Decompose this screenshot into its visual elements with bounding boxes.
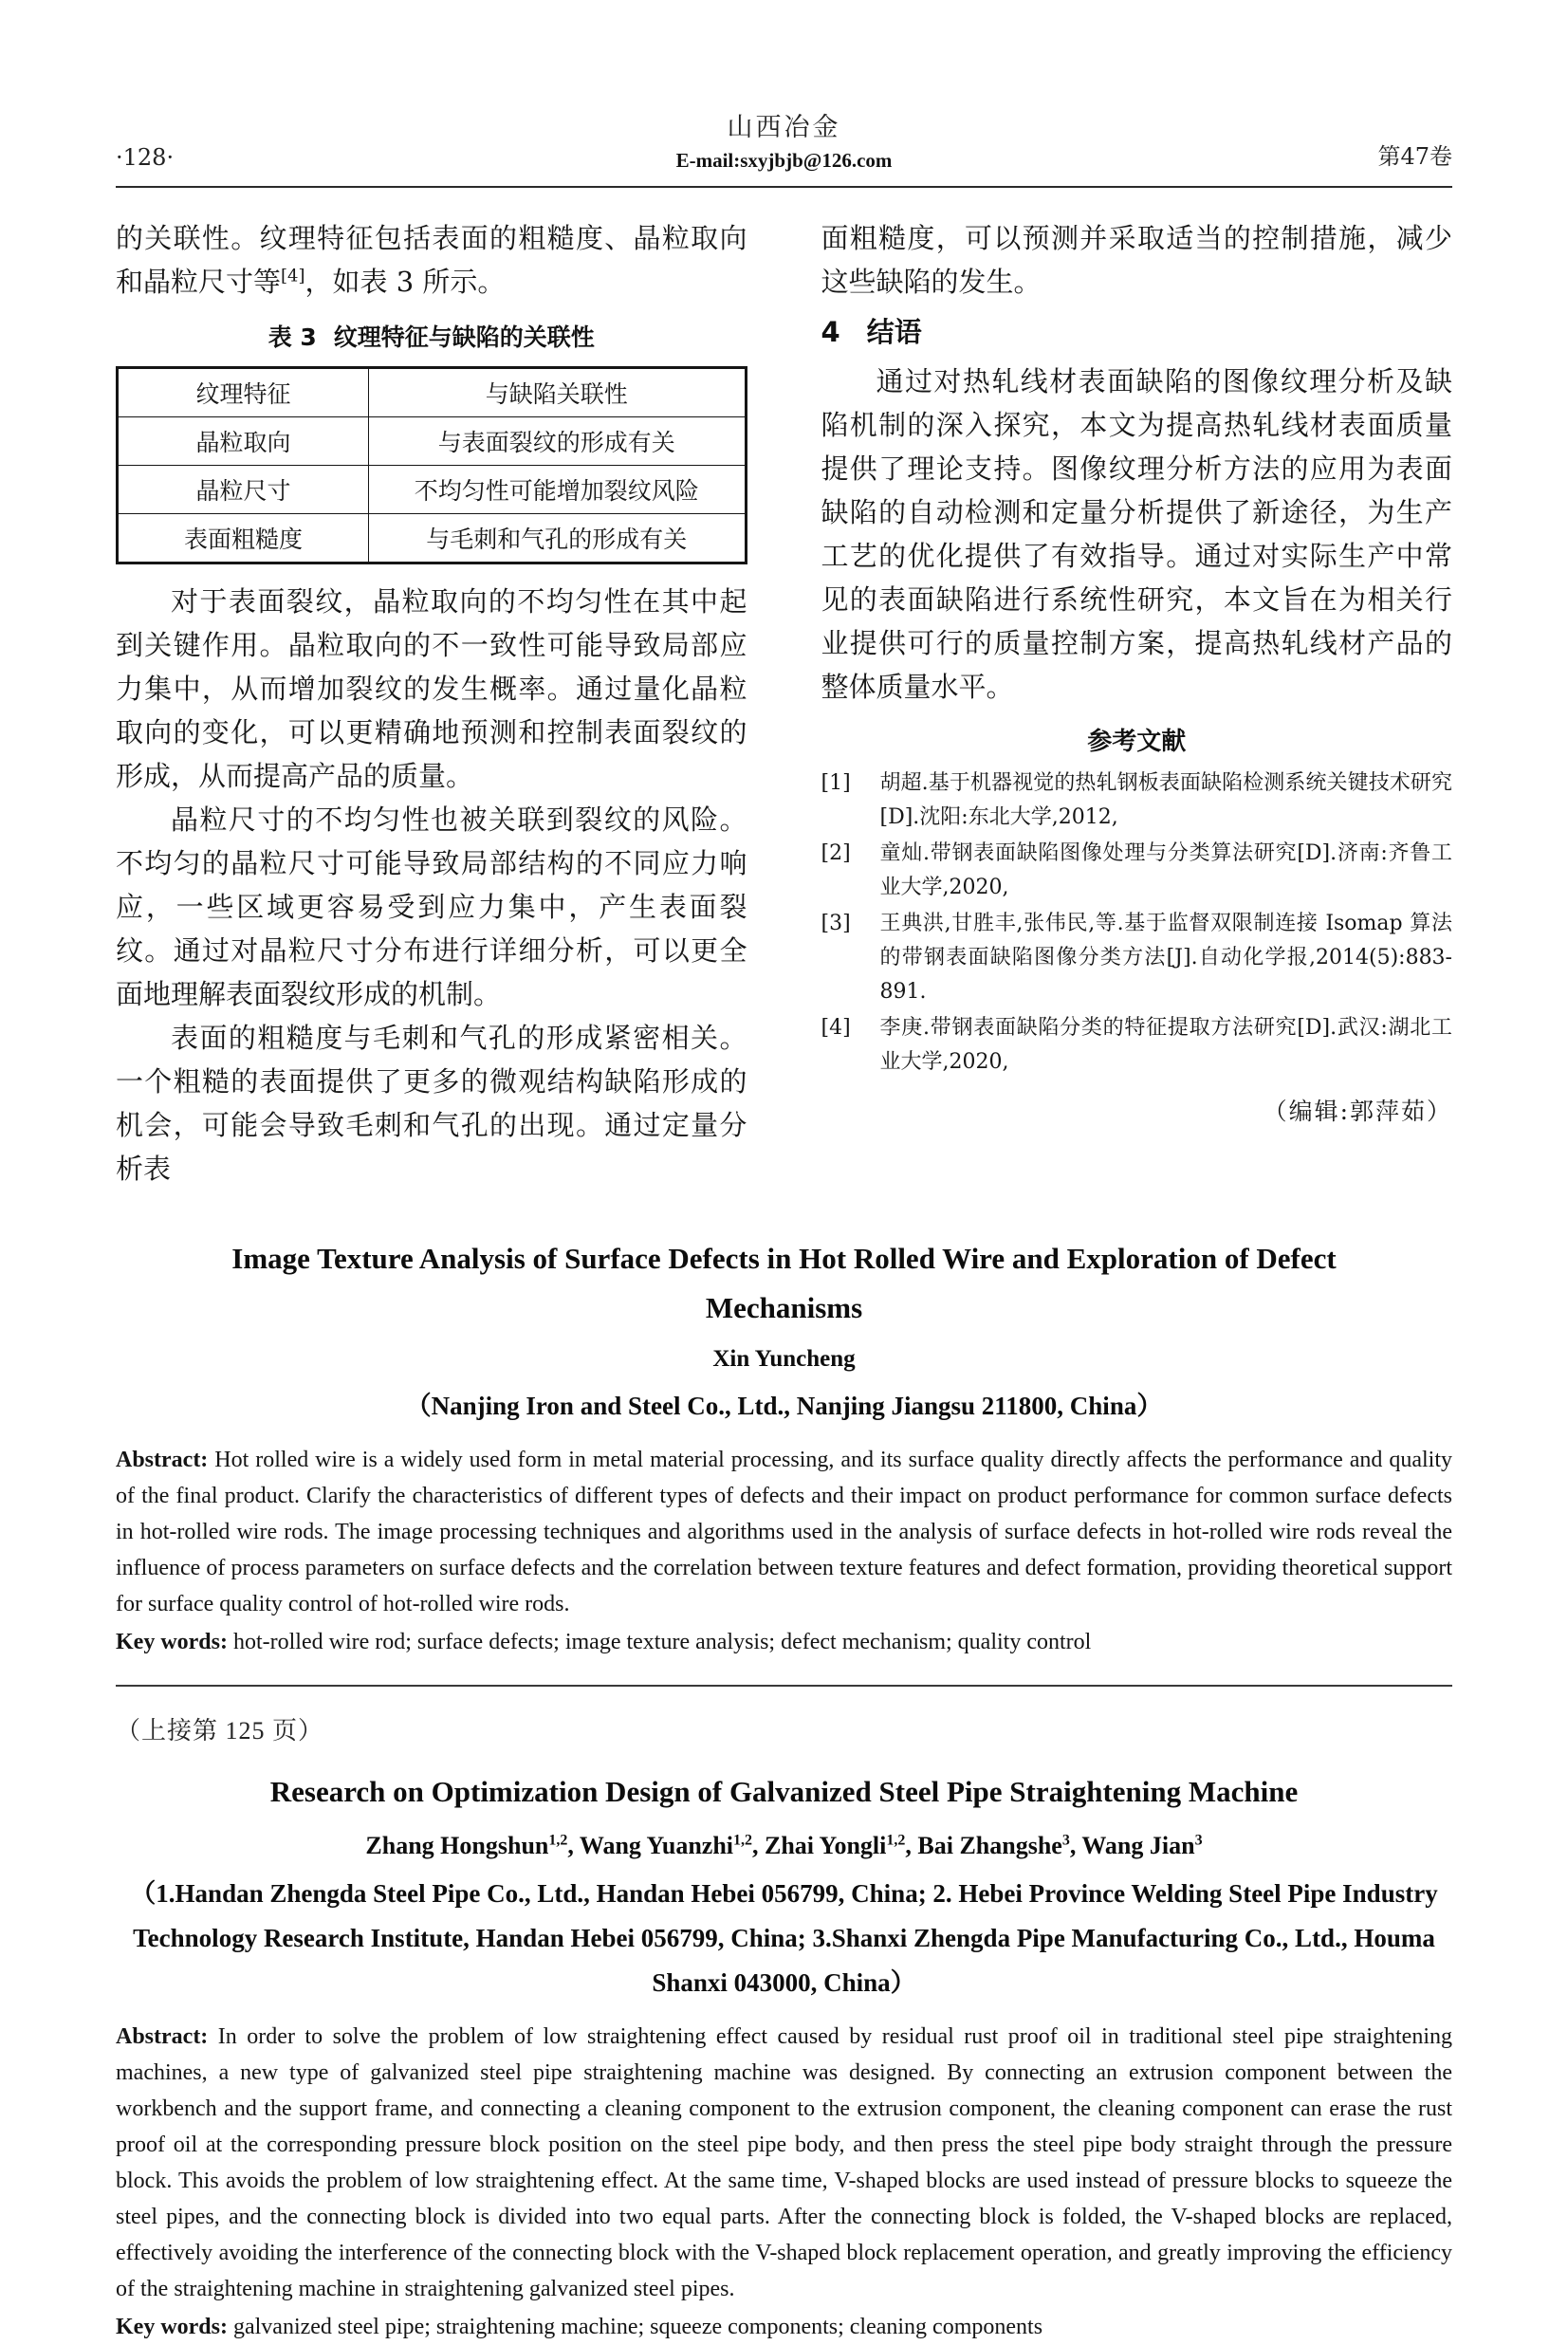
article1-title: Image Texture Analysis of Surface Defects in Hot Rolled Wire and Exploration of Defect Mechanisms	[231, 1242, 1337, 1324]
reference-text: 王典洪,甘胜丰,张伟民,等.基于监督双限制连接 Isomap 算法的带钢表面缺陷图像分类方法[J].自动化学报,2014(5):883-891.	[879, 912, 1452, 1004]
keywords-text: hot-rolled wire rod; surface defects; image texture analysis; defect mechanism; quality control	[227, 1630, 1092, 1654]
reference-item	[821, 837, 1453, 905]
author-affil-superscript: 1,2	[733, 1832, 752, 1849]
journal-name: 山西冶金	[727, 113, 841, 142]
author-separator: ,	[567, 1832, 580, 1859]
article1-abstract	[116, 1442, 1452, 1622]
left-column	[116, 216, 747, 1191]
article2-affiliation: （1.Handan Zhengda Steel Pipe Co., Ltd., Handan Hebei 056799, China; 2. Hebei Province Welding Steel Pipe Industry Technology Research Institute, Handan Hebei 056799, China; 3.Shanxi Zhengda Pipe Manufacturing Co., Ltd., Houma Shanxi 043000, China）	[130, 1879, 1438, 1997]
texture-defect-table	[116, 366, 747, 564]
table-cell: 与表面裂纹的形成有关	[369, 417, 747, 466]
reference-number: [4]	[821, 1016, 851, 1040]
table-cell: 表面粗糙度	[118, 514, 369, 563]
table-cell: 晶粒取向	[118, 417, 369, 466]
abstract-label: Abstract:	[116, 2024, 209, 2049]
paragraph-texture-features	[116, 216, 747, 304]
section-title: 结语	[866, 316, 922, 348]
article1-author: Xin Yuncheng	[712, 1346, 856, 1372]
reference-text: 李庚.带钢表面缺陷分类的特征提取方法研究[D].武汉:湖北工业大学,2020,	[879, 1016, 1452, 1074]
table-row	[118, 417, 747, 466]
keywords-text: galvanized steel pipe; straightening machine; squeeze components; cleaning components	[227, 2315, 1043, 2339]
paragraph-grain-size: 晶粒尺寸的不均匀性也被关联到裂纹的风险。不均匀的晶粒尺寸可能导致局部结构的不同应力响应，一些区域更容易受到应力集中，产生表面裂纹。通过对晶粒尺寸分布进行详细分析，可以更全面地理解表面裂纹形成的机制。	[116, 803, 747, 1010]
references-heading: 参考文献	[1087, 728, 1187, 756]
editor-credit: （编辑:郭萍茹）	[1263, 1098, 1452, 1125]
table-caption-text: 纹理特征与缺陷的关联性	[333, 323, 595, 351]
abstract-text: In order to solve the problem of low straightening effect caused by residual rust proof oil in traditional steel pipe straightening machines, a new type of galvanized steel pipe straightening machine was designed. By connecting an extrusion component between the workbench and the support frame, and connecting a cleaning component to the extrusion component, the cleaning component can erase the rust proof oil at the corresponding pressure block position on the steel pipe body, and then press the steel pipe body straight through the pressure block. This avoids the problem of low straightening effect. At the same time, V-shaped blocks are used instead of pressure blocks to squeeze the steel pipes, and the connecting block is divided into two equal parts. After the connecting block is folded, the V-shaped blocks are replaced, effectively avoiding the interference of the connecting block with the V-shaped block replacement operation, and greatly improving the efficiency of the straightening machine in straightening galvanized steel pipes.	[116, 2024, 1452, 2301]
section-divider	[116, 1685, 1452, 1687]
table-header-row	[118, 368, 747, 417]
table-caption	[116, 319, 747, 353]
volume-number: 第47卷	[1377, 143, 1452, 170]
table-header-cell: 纹理特征	[118, 368, 369, 417]
header-center	[116, 106, 1452, 173]
author-affil-superscript: 1,2	[886, 1832, 906, 1849]
author-separator: ,	[752, 1832, 765, 1859]
article2-keywords	[116, 2309, 1452, 2345]
chinese-body	[116, 216, 1452, 1191]
table-row	[118, 514, 747, 563]
english-abstract-article2	[116, 1711, 1452, 2345]
reference-text: 胡超.基于机器视觉的热轧钢板表面缺陷检测系统关键技术研究[D].沈阳:东北大学,2012,	[879, 771, 1452, 829]
paragraph-text: ，如表 3 所示。	[304, 266, 506, 298]
reference-item	[821, 907, 1453, 1009]
author-affil-superscript: 3	[1061, 1832, 1070, 1849]
reference-list	[821, 766, 1453, 1080]
reference-item	[821, 766, 1453, 835]
table-cell: 晶粒尺寸	[118, 466, 369, 514]
page-header	[116, 0, 1452, 188]
table-row	[118, 466, 747, 514]
author-name: Zhang Hongshun	[365, 1832, 549, 1859]
author-separator: ,	[905, 1832, 918, 1859]
page-number: ·128·	[116, 144, 175, 171]
table-cell: 不均匀性可能增加裂纹风险	[369, 466, 747, 514]
reference-text: 童灿.带钢表面缺陷图像处理与分类算法研究[D].济南:齐鲁工业大学,2020,	[879, 841, 1452, 899]
reference-number: [3]	[821, 912, 851, 935]
author-name: Bai Zhangshe	[917, 1832, 1062, 1859]
author-name: Wang Jian	[1081, 1832, 1195, 1859]
table-caption-label: 表 3	[267, 323, 317, 351]
reference-number: [2]	[821, 841, 851, 865]
author-name: Wang Yuanzhi	[579, 1832, 733, 1859]
article1-affiliation: （Nanjing Iron and Steel Co., Ltd., Nanjing Jiangsu 211800, China）	[405, 1392, 1163, 1420]
author-name: Zhai Yongli	[765, 1832, 887, 1859]
table-cell: 与毛刺和气孔的形成有关	[369, 514, 747, 563]
reference-number: [1]	[821, 771, 851, 795]
paragraph-grain-orientation: 对于表面裂纹，晶粒取向的不均匀性在其中起到关键作用。晶粒取向的不一致性可能导致局部应力集中，从而增加裂纹的发生概率。通过量化晶粒取向的变化，可以更精确地预测和控制表面裂纹的形成，从而提高产品的质量。	[116, 585, 747, 792]
author-affil-superscript: 3	[1194, 1832, 1203, 1849]
keywords-label: Key words:	[116, 2315, 228, 2339]
table-header-cell: 与缺陷关联性	[369, 368, 747, 417]
journal-email: E-mail:sxyjbjb@126.com	[675, 149, 893, 172]
article2-authors	[116, 1832, 1452, 1860]
citation-superscript: [4]	[281, 266, 305, 286]
reference-item	[821, 1011, 1453, 1080]
conclusion-heading	[821, 311, 1453, 350]
abstract-label: Abstract:	[116, 1448, 209, 1472]
article2-title: Research on Optimization Design of Galvanized Steel Pipe Straightening Machine	[269, 1775, 1299, 1808]
paragraph-text: 的关联性。纹理特征包括表面的粗糙度、晶粒取向和晶粒尺寸等	[116, 222, 747, 298]
paragraph-roughness: 表面的粗糙度与毛刺和气孔的形成紧密相关。一个粗糙的表面提供了更多的微观结构缺陷形成的机会，可能会导致毛刺和气孔的出现。通过定量分析表	[116, 1022, 747, 1185]
paragraph-roughness-continued: 面粗糙度，可以预测并采取适当的控制措施，减少这些缺陷的发生。	[821, 222, 1452, 298]
right-column	[821, 216, 1453, 1191]
section-number: 4	[821, 316, 840, 348]
continued-from-note: （上接第 125 页）	[116, 1717, 324, 1745]
keywords-label: Key words:	[116, 1630, 228, 1654]
author-affil-superscript: 1,2	[548, 1832, 568, 1849]
author-separator: ,	[1069, 1832, 1082, 1859]
article1-keywords	[116, 1624, 1452, 1660]
english-abstract-article1	[116, 1234, 1452, 1660]
article2-abstract	[116, 2019, 1452, 2307]
abstract-text: Hot rolled wire is a widely used form in metal material processing, and its surface quality directly affects the performance and quality of the final product. Clarify the characteristics of different types of defects and their impact on product performance for common surface defects in hot-rolled wire rods. The image processing techniques and algorithms used in the analysis of surface defects in hot-rolled wire rods reveal the influence of process parameters on surface defects and the correlation between texture features and defect formation, providing theoretical support for surface quality control of hot-rolled wire rods.	[116, 1448, 1452, 1616]
conclusion-paragraph: 通过对热轧线材表面缺陷的图像纹理分析及缺陷机制的深入探究，本文为提高热轧线材表面质量提供了理论支持。图像纹理分析方法的应用为表面缺陷的自动检测和定量分析提供了新途径，为生产工艺的优化提供了有效指导。通过对实际生产中常见的表面缺陷进行系统性研究，本文旨在为相关行业提供可行的质量控制方案，提高热轧线材产品的整体质量水平。	[821, 365, 1452, 703]
